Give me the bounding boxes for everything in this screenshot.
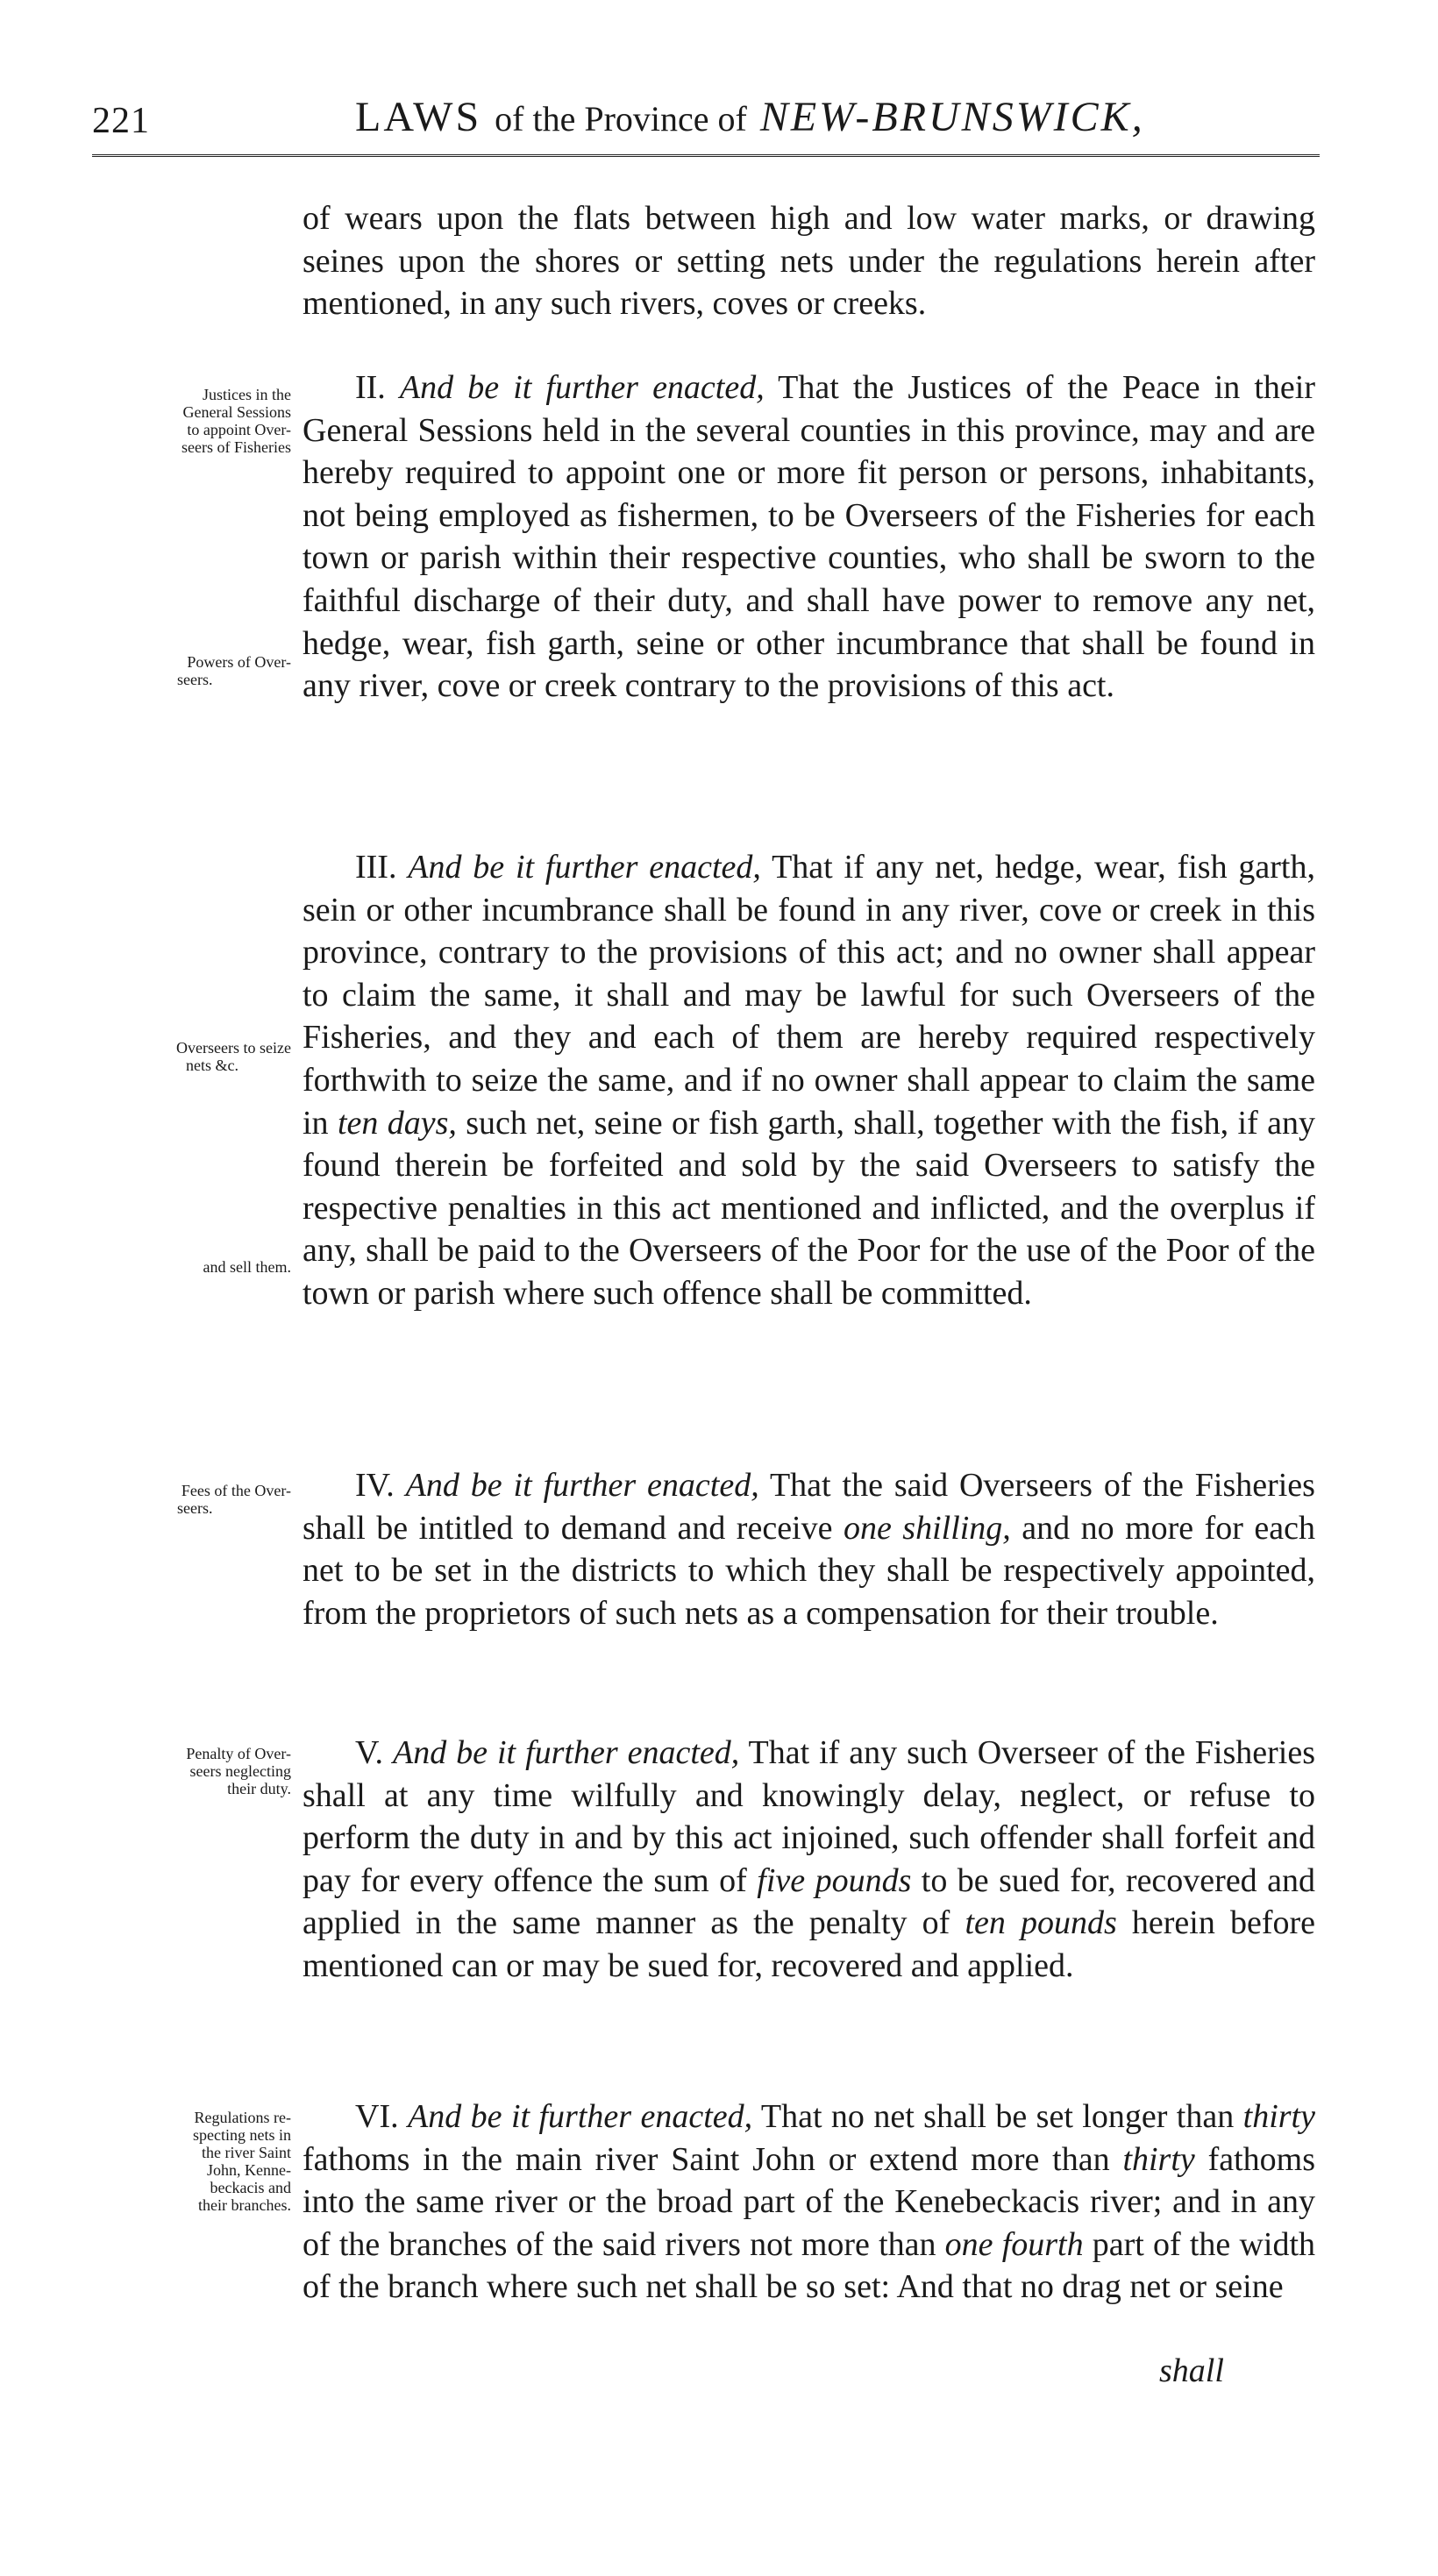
margin-note-line: seers. (177, 1499, 213, 1517)
section-6-enact: And be it further enacted, (408, 2098, 753, 2135)
margin-note-line: General Sessions (182, 403, 291, 421)
section-6-number: VI. (355, 2098, 399, 2135)
margin-note-fees (116, 1482, 291, 1517)
margin-note-line: Penalty of Over- (186, 1745, 291, 1762)
margin-note-powers (116, 653, 291, 688)
margin-note-line: nets &c. (186, 1057, 238, 1074)
section-6-body-b: fathoms in the main river Saint John or extend more than (303, 2140, 1110, 2178)
section-6 (303, 2096, 1315, 2309)
section-5-italic-a: five pounds (757, 1861, 912, 1899)
section-2 (303, 366, 1315, 708)
running-head (92, 88, 1320, 158)
section-6-italic-c: one fourth (944, 2225, 1084, 2263)
section-5-text (303, 1732, 1315, 1988)
margin-note-line: John, Kenne- (207, 2161, 291, 2179)
margin-note-line: seers. (177, 671, 213, 688)
section-6-italic-b: thirty (1122, 2140, 1195, 2178)
header-title (355, 93, 1145, 141)
section-6-body-d: part of the width of the branch where such net shall be so set: And that no drag net or seine (303, 2225, 1315, 2306)
section-3-body-a: That if any net, hedge, wear, fish garth, sein or other incumbrance shall be found in any river, cove or creek in this province, contrary to the provisions of this act; and no owner shall appear to claim the same, it shall and may be lawful for such Overseers of the Fisheries, and they and each of them are hereby required respectively forthwith to seize the same, and if no owner shall appear to claim the same in (303, 849, 1315, 1142)
header-rule (92, 154, 1320, 160)
section-2-body: That the Justices of the Peace in their General Sessions held in the several counties in this province, may and are hereby required to appoint one or more fit person or persons, inhabitants, not being employed as fishermen, to be Overseers of the Fisheries for each town or parish within their respective counties, who shall be sworn to the faithful discharge of their duty, and shall have power to remove any net, hedge, wear, fish garth, seine or other incumbrance that shall be found in any river, cove or creek contrary to the provisions of this act. (303, 369, 1315, 705)
margin-note-line: Regulations re- (194, 2109, 291, 2126)
section-3-text (303, 846, 1315, 1315)
section-3-italic: ten days, (337, 1104, 457, 1142)
margin-note-line: their duty. (227, 1780, 291, 1797)
section-2-text (303, 366, 1315, 708)
section-5 (303, 1732, 1315, 1988)
section-4-number: IV. (355, 1467, 395, 1504)
header-title-new-brunswick: NEW-BRUNSWICK, (759, 94, 1145, 140)
margin-note-line: Fees of the Over- (181, 1482, 291, 1499)
margin-note-justices (116, 386, 291, 456)
header-title-province: of the Province of (495, 99, 747, 139)
margin-note-line: to appoint Over- (187, 421, 291, 438)
header-title-laws: LAWS (355, 94, 482, 140)
margin-note-line: the river Saint (202, 2144, 291, 2161)
section-3-body-b: such net, seine or fish garth, shall, together with the fish, if any found therein be forfeited and sold by the said Overseers to satisfy the respective penalties in this act mentioned and inflicted, and the overplus if any, shall be paid to the Overseers of the Poor for the use of the Poor of the town or parish where such offence shall be committed. (303, 1104, 1315, 1312)
section-6-body-a: That no net shall be set longer than (760, 2098, 1235, 2135)
section-6-italic-a: thirty (1242, 2098, 1315, 2135)
section-5-body-a: That if any such Overseer of the Fisheries shall at any time wilfully and knowingly delay, neglect, or refuse to perform the duty in and by this act injoined, such offender shall forfeit and pay for every offence the sum of (303, 1734, 1316, 1899)
intro-text: of wears upon the flats between high and low water marks, or drawing seines upon the shores or setting nets under the regulations herein after mentioned, in any such rivers, coves or creeks. (303, 200, 1315, 323)
section-4-italic: one shilling, (843, 1509, 1011, 1547)
section-2-enact: And be it further enacted, (399, 369, 765, 406)
margin-note-seize (116, 1039, 291, 1074)
section-3-number: III. (355, 849, 397, 886)
page-number: 221 (92, 101, 150, 141)
section-3-enact: And be it further enacted, (408, 849, 761, 886)
margin-note-line: seers of Fisheries (182, 438, 291, 456)
section-5-body-c: herein before mentioned can or may be sued for, recovered and applied. (303, 1904, 1316, 1984)
margin-note-line: Justices in the (203, 386, 291, 403)
section-4-body-a: That the said Overseers of the Fisheries shall be intitled to demand and receive (303, 1467, 1315, 1547)
catchword: shall (1159, 2352, 1224, 2389)
intro-paragraph (303, 197, 1315, 325)
margin-note-sell (116, 1258, 291, 1276)
section-4-text (303, 1464, 1315, 1634)
margin-note-regulations (116, 2109, 291, 2214)
section-6-body-c: fathoms into the same river or the broad part of the Kenebeckacis river; and in any of the branches of the said rivers not more than (303, 2140, 1316, 2263)
section-5-number: V. (355, 1734, 384, 1771)
margin-note-line: seers neglecting (189, 1762, 291, 1780)
section-4-enact: And be it further enacted, (405, 1467, 759, 1504)
section-6-text (303, 2096, 1315, 2309)
margin-note-line: their branches. (198, 2196, 291, 2214)
margin-note-penalty (116, 1745, 291, 1797)
section-4 (303, 1464, 1315, 1634)
margin-note-line: beckacis and (210, 2179, 291, 2196)
margin-note-line: Powers of Over- (187, 653, 291, 671)
section-5-italic-b: ten pounds (965, 1904, 1117, 1942)
section-2-number: II. (355, 369, 386, 406)
margin-note-line: specting nets in (193, 2126, 291, 2144)
section-5-body-b: to be sued for, recovered and applied in the same manner as the penalty of (303, 1861, 1315, 1942)
section-5-enact: And be it further enacted, (393, 1734, 740, 1771)
section-3 (303, 846, 1315, 1315)
section-4-body-b: and no more for each net to be set in the districts to which they shall be respectively appointed, from the proprietors of such nets as a compensation for their trouble. (303, 1509, 1315, 1632)
margin-note-line: and sell them. (203, 1258, 291, 1276)
margin-note-line: Overseers to seize (176, 1039, 291, 1057)
